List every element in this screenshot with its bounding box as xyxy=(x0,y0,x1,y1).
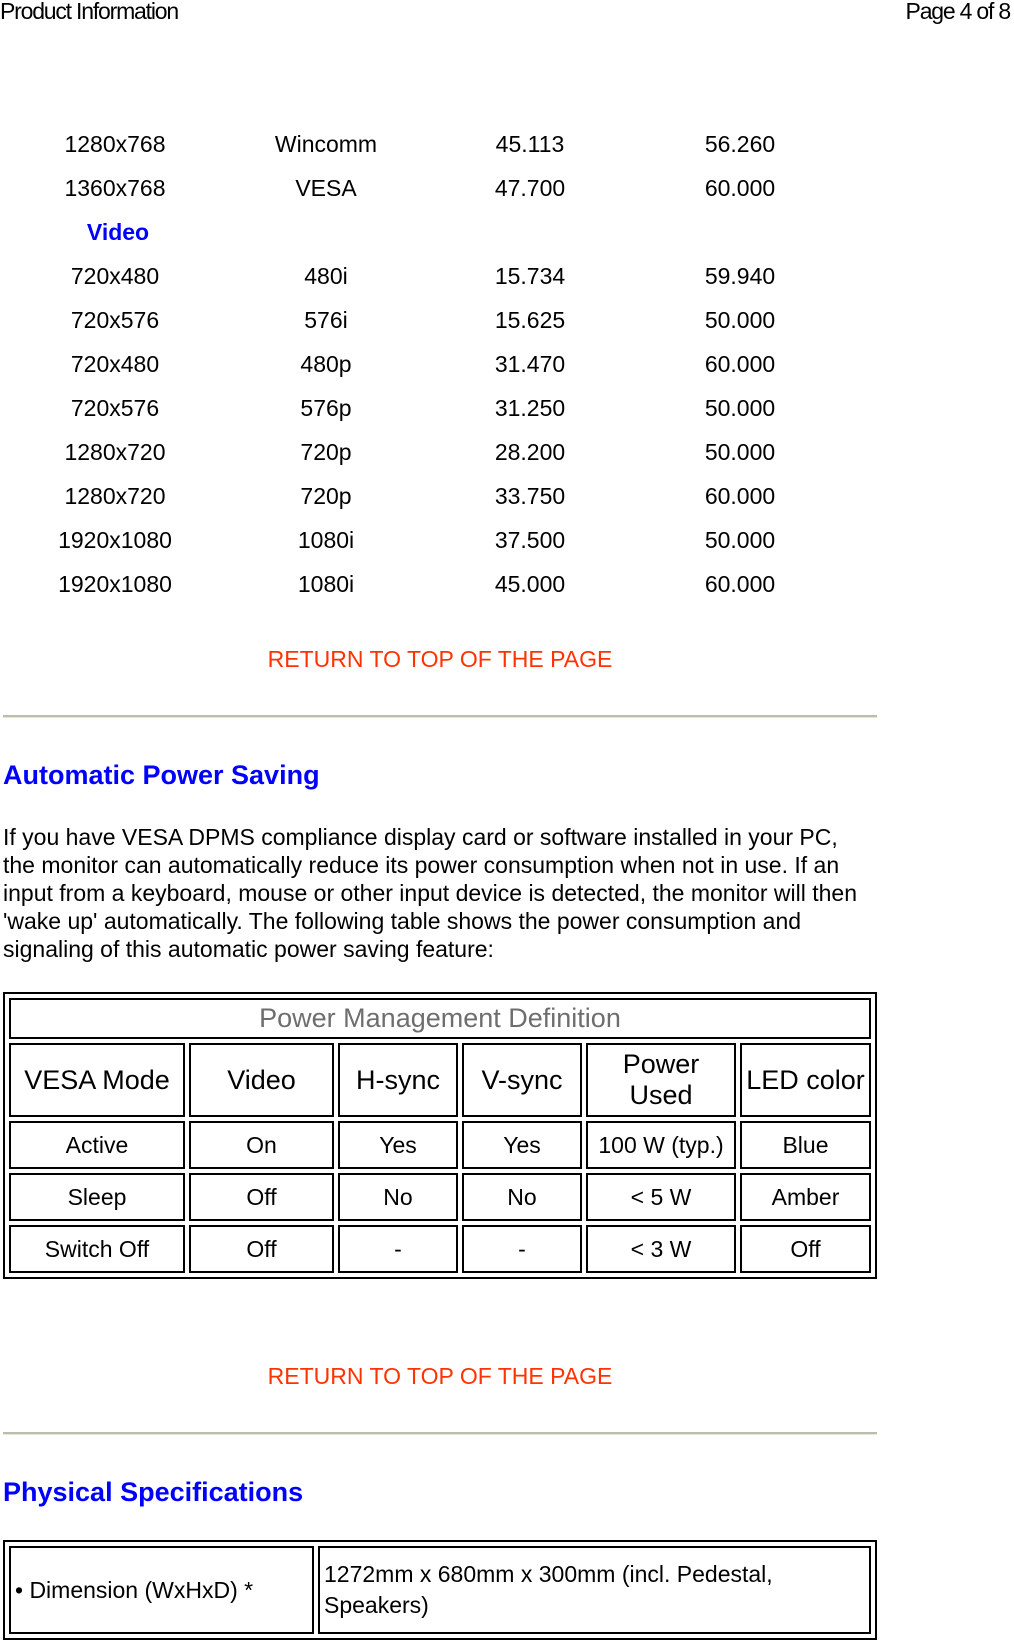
return-to-top-link[interactable]: RETURN TO TOP OF THE PAGE xyxy=(267,646,613,672)
timing-standard: VESA xyxy=(295,175,357,201)
physical-specifications-table xyxy=(3,1540,877,1640)
timing-h-freq: 45.113 xyxy=(495,131,565,157)
page-header-title: Product Information xyxy=(0,0,178,24)
table-header: H-sync xyxy=(338,1043,458,1117)
timing-v-freq: 50.000 xyxy=(704,439,776,465)
timing-standard: Wincomm xyxy=(274,131,378,157)
timing-resolution: 720x480 xyxy=(70,263,160,289)
timing-row xyxy=(0,345,880,389)
table-row xyxy=(9,1225,871,1273)
table-cell: Off xyxy=(189,1173,334,1221)
timing-resolution: 1360x768 xyxy=(64,175,166,201)
table-cell: No xyxy=(338,1173,458,1221)
timing-resolution: 1920x1080 xyxy=(58,527,172,553)
table-cell: Sleep xyxy=(9,1173,185,1221)
timing-standard: 1080i xyxy=(297,527,355,553)
timing-h-freq: 33.750 xyxy=(494,483,566,509)
table-cell: Off xyxy=(740,1225,871,1273)
timing-v-freq: 60.000 xyxy=(704,351,776,377)
video-label: Video xyxy=(86,219,150,245)
timing-row xyxy=(0,301,880,345)
table-row xyxy=(9,1173,871,1221)
timing-resolution: 1280x768 xyxy=(64,131,166,157)
table-header: LED color xyxy=(740,1043,871,1117)
section-title-power-saving: Automatic Power Saving xyxy=(3,760,320,790)
timing-resolution: 720x576 xyxy=(70,395,160,421)
timing-v-freq: 50.000 xyxy=(704,395,776,421)
table-header: VESA Mode xyxy=(9,1043,185,1117)
table-header: V-sync xyxy=(462,1043,582,1117)
table-cell: < 5 W xyxy=(586,1173,736,1221)
timing-resolution: 1280x720 xyxy=(64,483,166,509)
table-header: Video xyxy=(189,1043,334,1117)
timing-row xyxy=(0,433,880,477)
video-label-row xyxy=(0,213,880,257)
timing-row xyxy=(0,389,880,433)
timing-v-freq: 60.000 xyxy=(704,483,776,509)
table-cell: - xyxy=(338,1225,458,1273)
table-cell: < 3 W xyxy=(586,1225,736,1273)
table-row xyxy=(9,1121,871,1169)
table-cell: Amber xyxy=(740,1173,871,1221)
table-cell: Active xyxy=(9,1121,185,1169)
timing-v-freq: 50.000 xyxy=(704,527,776,553)
table-header-row xyxy=(9,1043,871,1117)
timing-standard: 480i xyxy=(304,263,348,289)
timing-row xyxy=(0,169,880,213)
timing-v-freq: 50.000 xyxy=(704,307,776,333)
table-header: Power Used xyxy=(586,1043,736,1117)
spec-label: • Dimension (WxHxD) * xyxy=(9,1546,314,1634)
timing-standard: 1080i xyxy=(297,571,355,597)
table-cell: Blue xyxy=(740,1121,871,1169)
timing-v-freq: 59.940 xyxy=(704,263,776,289)
page-number: Page 4 of 8 xyxy=(905,0,1010,24)
timing-resolution: 720x480 xyxy=(70,351,160,377)
table-row xyxy=(9,1546,871,1634)
timing-h-freq: 15.734 xyxy=(494,263,566,289)
timing-resolution: 1280x720 xyxy=(64,439,166,465)
table-cell: Switch Off xyxy=(9,1225,185,1273)
spec-value: 1272mm x 680mm x 300mm (incl. Pedestal, Speakers) xyxy=(318,1546,871,1634)
divider xyxy=(3,715,877,718)
timing-h-freq: 15.625 xyxy=(494,307,566,333)
timing-row xyxy=(0,477,880,521)
power-management-table xyxy=(3,992,877,1279)
table-cell: No xyxy=(462,1173,582,1221)
timing-h-freq: 31.250 xyxy=(494,395,566,421)
timing-standard: 576i xyxy=(304,307,348,333)
table-title: Power Management Definition xyxy=(9,998,871,1039)
timing-resolution: 720x576 xyxy=(70,307,160,333)
timing-h-freq: 45.000 xyxy=(494,571,566,597)
timing-v-freq: 60.000 xyxy=(704,175,776,201)
timing-row xyxy=(0,565,880,609)
timing-row xyxy=(0,125,880,169)
timing-h-freq: 47.700 xyxy=(494,175,566,201)
timing-h-freq: 28.200 xyxy=(494,439,566,465)
return-to-top-link[interactable]: RETURN TO TOP OF THE PAGE xyxy=(267,1363,613,1389)
timing-h-freq: 37.500 xyxy=(494,527,566,553)
timing-standard: 720p xyxy=(300,439,352,465)
power-saving-paragraph: If you have VESA DPMS compliance display card or software installed in your PC, the monitor can automatically reduce its power consumption when not in use. If an input from a keyboard, mouse or other input device is detected, the monitor will then 'wake up' automatically. The following table shows the power consumption and signaling of this automatic power saving feature: xyxy=(3,824,858,962)
table-cell: Off xyxy=(189,1225,334,1273)
timing-table xyxy=(0,125,880,609)
timing-standard: 576p xyxy=(300,395,352,421)
timing-row xyxy=(0,257,880,301)
timing-row xyxy=(0,521,880,565)
table-cell: - xyxy=(462,1225,582,1273)
timing-v-freq: 56.260 xyxy=(704,131,776,157)
table-cell: 100 W (typ.) xyxy=(586,1121,736,1169)
table-cell: On xyxy=(189,1121,334,1169)
timing-standard: 720p xyxy=(300,483,352,509)
table-cell: Yes xyxy=(462,1121,582,1169)
timing-standard: 480p xyxy=(300,351,352,377)
table-cell: Yes xyxy=(338,1121,458,1169)
timing-v-freq: 60.000 xyxy=(704,571,776,597)
timing-h-freq: 31.470 xyxy=(494,351,566,377)
timing-resolution: 1920x1080 xyxy=(58,571,172,597)
divider xyxy=(3,1432,877,1435)
section-title-physical-specifications: Physical Specifications xyxy=(3,1477,304,1507)
